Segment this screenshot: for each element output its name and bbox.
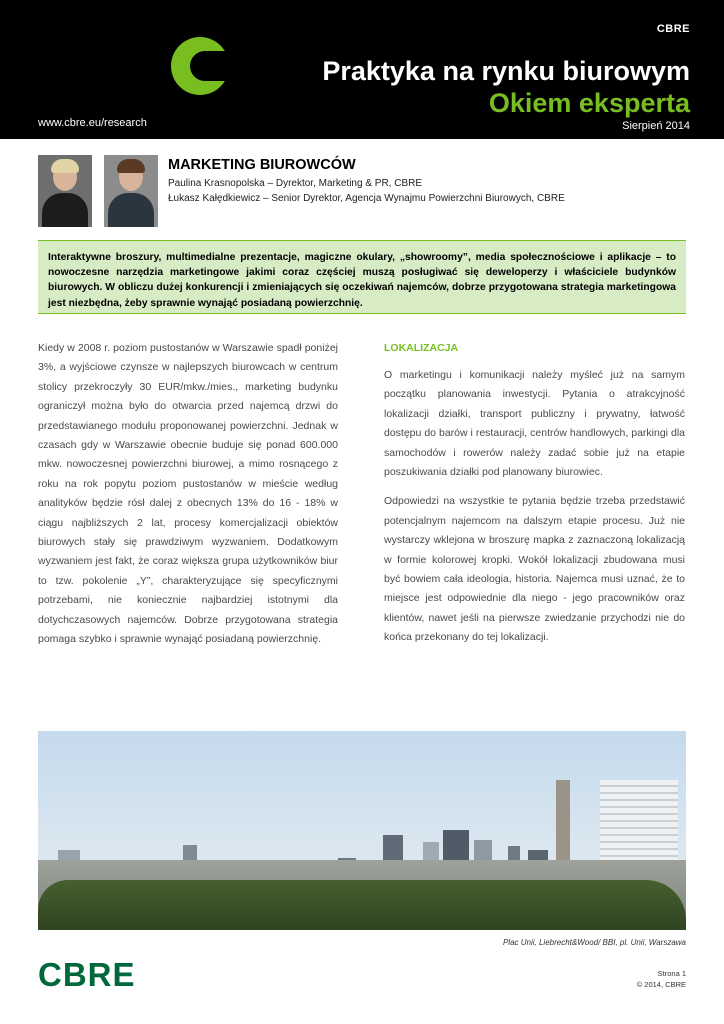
photo-caption: Plac Unii, Liebrecht&Wood/ BBI, pl. Unii, Warszawa: [502, 938, 686, 947]
report-title: Praktyka na rynku biurowym: [322, 56, 690, 86]
brand-label: CBRE: [656, 23, 690, 35]
section-title: MARKETING BIUROWCÓW: [168, 157, 356, 173]
warsaw-skyline-photo: [38, 731, 686, 930]
lead-summary-box: [38, 240, 686, 314]
cbre-c-logo-icon: [171, 37, 229, 95]
lokalizacja-heading: LOKALIZACJA: [384, 342, 459, 354]
website-link[interactable]: www.cbre.eu/research: [38, 117, 147, 129]
author-photo-kaledkiewicz: [104, 155, 158, 227]
cbre-logo: CBRE: [38, 956, 136, 993]
left-column-text: Kiedy w 2008 r. poziom pustostanów w Warszawie spadł poniżej 3%, a wyjściowe czynsze w najlepszych biurowcach w centrum stolicy przekroczyły 30 EUR/mkw./mies., marketing budynku ograniczył można było do otwarcia przed najemcą drzwi do przedstawianego modułu proponowanej powierzchni. Jednak w czasach gdy w Warszawie obecnie buduje się ponad 600.000 mkw. nowoczesnej powierzchni biurowej, a mimo rosnącego z roku na rok popytu poziom pustostanów w mieście według analityków będzie rósł dalej z obecnych 13% do 16 - 18% w ciągu najbliższych 2 lat, procesy komercjalizacji obiektów biurowych stały się prawdziwym wyzwaniem. Dodatkowym wyzwaniem jest fakt, że coraz większa grupa użytkowników biur to tzw. pokolenie „Y”, charakteryzujące się specyficznymi potrzebami, nie koniecznie najbardziej istotnymi dla dotychczasowych najemców. Dobrze przygotowana strategia pomaga szybko i sprawnie wynająć posiadaną powierzchnię.: [38, 342, 338, 646]
author-line: Paulina Krasnopolska – Dyrektor, Marketing & PR, CBRE: [168, 178, 422, 189]
report-subtitle: Okiem eksperta: [488, 88, 690, 118]
author-line: Łukasz Kałędkiewicz – Senior Dyrektor, Agencja Wynajmu Powierzchni Biurowych, CBRE: [168, 193, 565, 204]
copyright: © 2014, CBRE: [636, 980, 686, 989]
right-paragraph: Odpowiedzi na wszystkie te pytania będzie trzeba przedstawić potencjalnym najemcom na dalszym etapie procesu. Już nie wystarczy wklejona w broszurę mapka z zaznaczoną lokalizacją w formie kolorowej kropki. Wokół lokalizacji zbudowana musi być bowiem cała ideologia, historia. Najemca musi uznać, że to miejsce jest odpowiednie dla niego - jego pracowników oraz klientów, nawet jeśli na pierwsze zwiedzanie przychodzi nie do końca przekonany do tej lokalizacji.: [384, 495, 685, 644]
lead-text: Interaktywne broszury, multimedialne prezentacje, magiczne okulary, „showroomy”, media społecznościowe i aplikacje – to nowoczesne narzędzia marketingowe jakimi coraz częściej muszą posługiwać się deweloperzy i właściciele budynków biurowych. W obliczu dużej konkurencji i zmieniających się oczekiwań najemców, dobrze przygotowana strategia marketingowa jest niezbędna, żeby sprawnie wynająć posiadaną powierzchnię.: [48, 252, 676, 309]
left-column: [38, 339, 338, 650]
tree-line: [38, 880, 686, 930]
right-column: [384, 339, 685, 658]
header-banner: [0, 0, 724, 139]
right-paragraph: O marketingu i komunikacji należy myśleć już na samym początku planowania inwestycji. Pytania o atrakcyjność lokalizacji działki, transport publiczny i prywatny, łatwość dostępu do barów i restauracji, centrów handlowych, parkingi dla samochodów i rowerów należy zadać sobie już na etapie poszukiwania działki pod planowany biurowiec.: [384, 369, 685, 479]
author-photo-krasnopolska: [38, 155, 92, 227]
page-number: Strona 1: [657, 969, 686, 978]
publication-date: Sierpień 2014: [622, 120, 690, 132]
